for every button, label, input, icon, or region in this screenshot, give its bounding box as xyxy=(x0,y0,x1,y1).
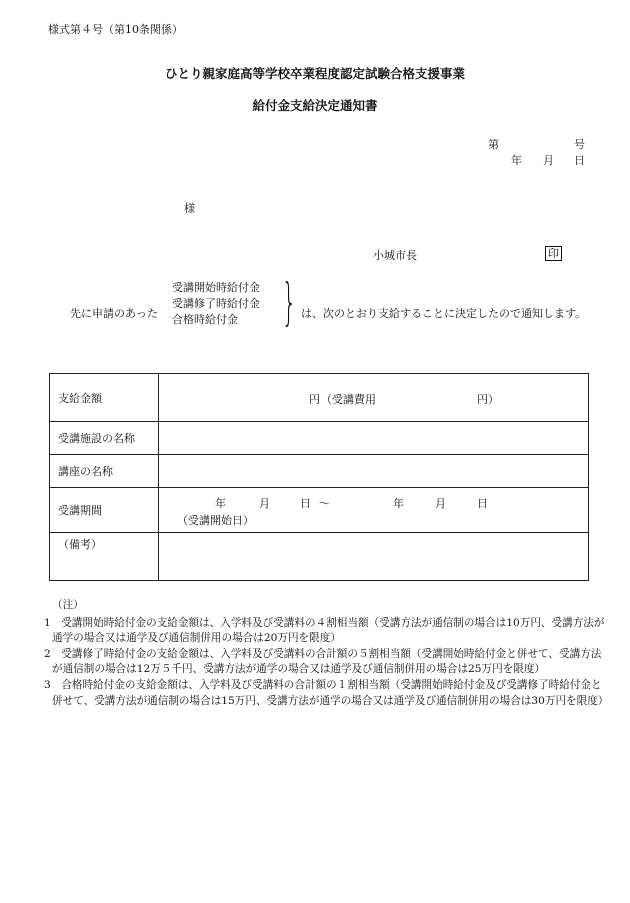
doc-number-suffix: 号 xyxy=(574,138,585,151)
date-month: 月 xyxy=(543,154,554,167)
notes-section xyxy=(44,598,609,709)
remarks-value xyxy=(159,533,589,581)
date-day: 日 xyxy=(574,154,585,167)
note-item: 2 受講修了時給付金の支給金額は、入学料及び受講料の合計額の５割相当額（受講開始時給付金と併せて、受講方法が通信制の場合は12万５千円、受講方法が通学の場合又は通学及び通信制併用の場合は25万円を限度） xyxy=(44,647,602,676)
row-facility xyxy=(50,422,589,455)
notice-tail: は、次のとおり支給することに決定したので通知します。 xyxy=(301,307,587,320)
note-item: 1 受講開始時給付金の支給金額は、入学料及び受講料の４割相当額（受講方法が通信制の場合は10万円、受講方法が通学の場合又は通学及び通信制併用の場合は20万円を限度） xyxy=(44,616,605,645)
period-start-year: 年 xyxy=(215,497,226,510)
row-course xyxy=(50,455,589,488)
document-subtitle: 給付金支給決定通知書 xyxy=(252,98,378,113)
notice-option-completion: 受講修了時給付金 xyxy=(172,297,260,310)
row-remarks xyxy=(50,533,589,581)
period-separator: ～ xyxy=(319,497,330,510)
issuer-name: 小城市長 xyxy=(373,249,417,262)
decision-table xyxy=(49,373,589,581)
course-fee-close: 円） xyxy=(477,392,499,406)
notice-option-pass: 合格時給付金 xyxy=(172,313,238,326)
period-label: 受講期間 xyxy=(50,488,159,533)
note-item: 3 合格時給付金の支給金額は、入学料及び受講料の合計額の１割相当額（受講開始時給付金及び受講修了時給付金と併せて、受講方法が通信制の場合は15万円、受講方法が通学の場合又は通学及び通信制併用の場合は30万円を限度） xyxy=(44,678,609,707)
amount-cell xyxy=(159,374,589,422)
notes-heading: （注） xyxy=(52,599,84,611)
facility-label: 受講施設の名称 xyxy=(50,422,159,455)
form-number: 様式第４号（第10条関係） xyxy=(48,23,183,36)
doc-number-prefix: 第 xyxy=(488,138,499,151)
period-end-month: 月 xyxy=(435,497,446,510)
amount-label: 支給金額 xyxy=(50,374,159,422)
row-amount xyxy=(50,374,589,422)
period-start-day: 日 xyxy=(300,497,311,510)
date-year: 年 xyxy=(511,154,522,167)
facility-value xyxy=(159,422,589,455)
seal-mark: 印 xyxy=(545,246,562,261)
period-end-day: 日 xyxy=(477,497,488,510)
row-period xyxy=(50,488,589,533)
notice-lead: 先に申請のあった xyxy=(70,307,158,320)
period-cell xyxy=(159,488,589,533)
course-label: 講座の名称 xyxy=(50,455,159,488)
recipient-suffix: 様 xyxy=(184,202,195,215)
period-start-month: 月 xyxy=(259,497,270,510)
course-fee-label: （受講費用 xyxy=(321,392,376,406)
period-end-year: 年 xyxy=(393,497,404,510)
document-title: ひとり親家庭高等学校卒業程度認定試験合格支援事業 xyxy=(164,66,465,81)
period-start-note: （受講開始日） xyxy=(177,514,254,527)
notice-option-start: 受講開始時給付金 xyxy=(172,281,260,294)
amount-yen: 円 xyxy=(309,392,320,406)
remarks-label: （備考） xyxy=(50,533,159,581)
curly-bracket: } xyxy=(282,273,297,331)
course-value xyxy=(159,455,589,488)
